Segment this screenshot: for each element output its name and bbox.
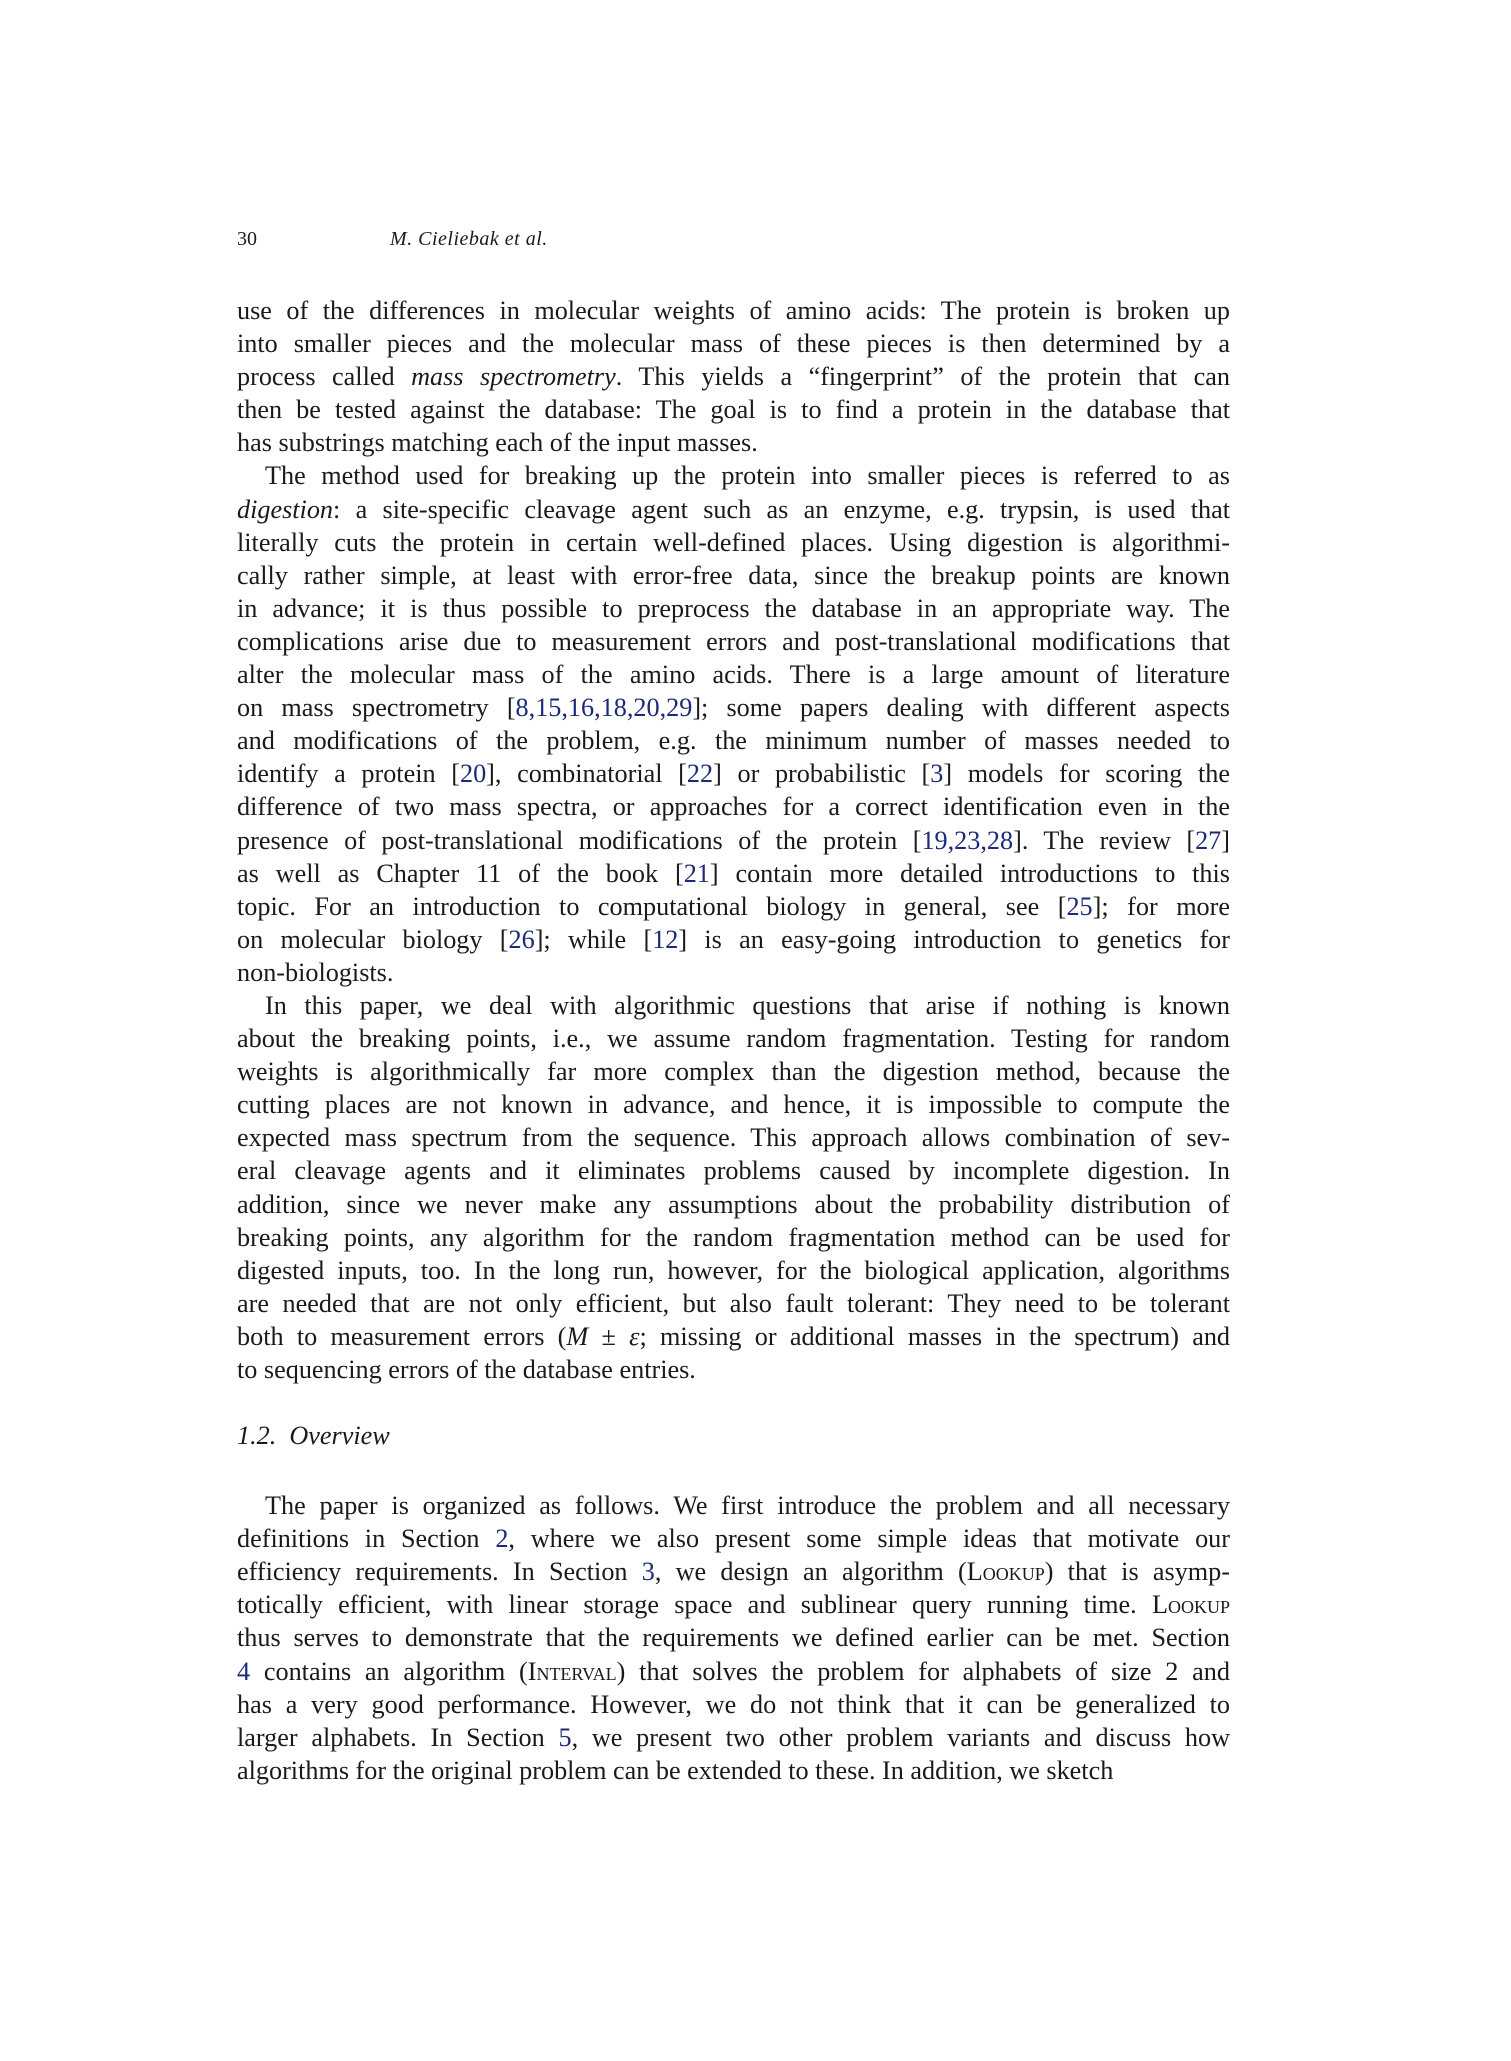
text-span: expected mass spectrum from the sequence. This approach allows combination of sev- xyxy=(237,1123,1230,1153)
text-span: ) that solves the problem for alphabets of size 2 and xyxy=(616,1656,1230,1686)
text-line xyxy=(237,1754,1230,1787)
text-span: in advance; it is thus possible to preprocess the database in an appropriate way. The xyxy=(237,593,1230,623)
text-span: larger alphabets. In Section xyxy=(237,1722,559,1752)
text-line xyxy=(237,1489,1230,1522)
text-span: identify a protein [ xyxy=(237,759,460,789)
paragraph xyxy=(237,989,1230,1386)
text-line xyxy=(237,360,1230,393)
section-heading xyxy=(237,1419,1230,1452)
text-span: , where we also present some simple ideas that motivate our xyxy=(508,1524,1230,1554)
section-number: 1.2. xyxy=(237,1421,277,1451)
text-span: are needed that are not only efficient, but also fault tolerant: They need to be tolerant xyxy=(237,1288,1230,1318)
text-span: as well as Chapter 11 of the book [ xyxy=(237,858,684,888)
algorithm-name: Lookup xyxy=(1151,1590,1230,1620)
text-line xyxy=(237,1022,1230,1055)
text-span: breaking points, any algorithm for the random fragmentation method can be used for xyxy=(237,1222,1230,1252)
text-line xyxy=(237,691,1230,724)
text-span: complications arise due to measurement errors and post-translational modifications that xyxy=(237,626,1230,656)
text-span: both to measurement errors ( xyxy=(237,1321,567,1351)
text-span: ] or probabilistic [ xyxy=(713,759,931,789)
text-line xyxy=(237,1254,1230,1287)
text-line xyxy=(237,625,1230,658)
text-line xyxy=(237,1287,1230,1320)
text-line xyxy=(237,890,1230,923)
text-span: about the breaking points, i.e., we assume random fragmentation. Testing for random xyxy=(237,1024,1230,1054)
text-line xyxy=(237,592,1230,625)
text-span: ] xyxy=(1221,825,1230,855)
text-line xyxy=(237,459,1230,492)
text-line xyxy=(237,1588,1230,1621)
text-span: literally cuts the protein in certain well-defined places. Using digestion is algorithmi- xyxy=(237,527,1230,557)
citation-link[interactable]: 8,15,16,18,20,29 xyxy=(515,693,693,723)
text-span: cutting places are not known in advance, and hence, it is impossible to compute the xyxy=(237,1090,1230,1120)
text-line xyxy=(237,493,1230,526)
text-span: : a site-specific cleavage agent such as an enzyme, e.g. trypsin, is used that xyxy=(333,494,1230,524)
text-line xyxy=(237,824,1230,857)
running-head: M. Cieliebak et al. xyxy=(390,228,548,250)
text-span: and modifications of the problem, e.g. the minimum number of masses needed to xyxy=(237,726,1230,756)
page-number: 30 xyxy=(237,228,257,250)
text-line xyxy=(237,1721,1230,1754)
citation-link[interactable]: 5 xyxy=(558,1722,572,1752)
citation-link[interactable]: 25 xyxy=(1066,891,1093,921)
text-line xyxy=(237,1055,1230,1088)
text-span: to sequencing errors of the database entries. xyxy=(237,1355,696,1384)
text-span: digested inputs, too. In the long run, however, for the biological application, algorithms xyxy=(237,1255,1230,1285)
text-line xyxy=(237,724,1230,757)
text-span: ] models for scoring the xyxy=(943,759,1230,789)
citation-link[interactable]: 26 xyxy=(508,924,535,954)
paragraphs xyxy=(237,294,1230,1386)
citation-link[interactable]: 19,23,28 xyxy=(921,825,1014,855)
text-span: , we design an algorithm ( xyxy=(654,1557,967,1587)
text-span: ], combinatorial [ xyxy=(486,759,687,789)
citation-link[interactable]: 4 xyxy=(237,1656,251,1686)
citation-link[interactable]: 3 xyxy=(641,1557,655,1587)
text-span: has substrings matching each of the input masses. xyxy=(237,428,758,458)
text-span: cally rather simple, at least with error-free data, since the breakup points are known xyxy=(237,560,1230,590)
citation-link[interactable]: 22 xyxy=(686,759,714,789)
text-span: into smaller pieces and the molecular mass of these pieces is then determined by a xyxy=(237,329,1230,359)
text-span: ) that is asymp- xyxy=(1044,1557,1230,1587)
text-span: The paper is organized as follows. We first introduce the problem and all necessary xyxy=(265,1491,1230,1521)
text-line xyxy=(237,1621,1230,1654)
text-span: process called xyxy=(237,362,412,392)
text-line xyxy=(237,559,1230,592)
citation-link[interactable]: 21 xyxy=(683,858,710,888)
text-span: non-biologists. xyxy=(237,957,394,987)
text-span: algorithms for the original problem can be extended to these. In addition, we sketch xyxy=(237,1755,1114,1785)
text-line xyxy=(237,426,1230,459)
algorithm-name: Interval xyxy=(527,1656,617,1686)
text-span: alter the molecular mass of the amino acids. There is a large amount of literature xyxy=(237,660,1230,690)
citation-link[interactable]: 2 xyxy=(495,1524,509,1554)
text-span: addition, since we never make any assumptions about the probability distribution of xyxy=(237,1189,1230,1219)
text-line xyxy=(237,989,1230,1022)
text-span: In this paper, we deal with algorithmic questions that arise if nothing is known xyxy=(265,990,1230,1020)
text-span: The method used for breaking up the protein into smaller pieces is referred to as xyxy=(265,461,1230,491)
text-span: weights is algorithmically far more complex than the digestion method, because the xyxy=(237,1057,1230,1087)
text-span: eral cleavage agents and it eliminates problems caused by incomplete digestion. In xyxy=(237,1156,1230,1186)
text-line xyxy=(237,1353,1230,1386)
text-span: ]. The review [ xyxy=(1013,825,1196,855)
text-line xyxy=(237,1188,1230,1221)
text-line xyxy=(237,790,1230,823)
spacer xyxy=(237,1452,1230,1489)
italic-term: mass spectrometry xyxy=(411,362,616,392)
text-span: then be tested against the database: The goal is to find a protein in the database that xyxy=(237,395,1230,425)
text-span: topic. For an introduction to computational biology in general, see [ xyxy=(237,891,1067,921)
text-span: efficiency requirements. In Section xyxy=(237,1557,642,1587)
paragraph xyxy=(237,459,1230,989)
italic-term: digestion xyxy=(237,494,334,524)
paragraph xyxy=(237,294,1230,459)
text-line xyxy=(237,1522,1230,1555)
section-title: Overview xyxy=(289,1421,390,1451)
text-span: presence of post-translational modifications of the protein [ xyxy=(237,825,922,855)
text-line xyxy=(237,1154,1230,1187)
text-line xyxy=(237,1121,1230,1154)
overview-paragraph xyxy=(237,1489,1230,1787)
citation-link[interactable]: 3 xyxy=(930,759,944,789)
text-line xyxy=(237,1555,1230,1588)
text-line xyxy=(237,1088,1230,1121)
text-line xyxy=(237,757,1230,790)
text-span: . This yields a “fingerprint” of the protein that can xyxy=(615,362,1230,392)
text-span: ]; while [ xyxy=(534,924,653,954)
spacer xyxy=(237,1386,1230,1419)
paragraph xyxy=(237,1489,1230,1787)
text-line xyxy=(237,393,1230,426)
italic-term: M xyxy=(566,1321,589,1351)
citation-link[interactable]: 12 xyxy=(652,924,679,954)
text-line xyxy=(237,327,1230,360)
text-line xyxy=(237,857,1230,890)
text-span: difference of two mass spectra, or approaches for a correct identification even in the xyxy=(237,792,1230,822)
text-line xyxy=(237,1688,1230,1721)
citation-link[interactable]: 27 xyxy=(1195,825,1222,855)
text-line xyxy=(237,294,1230,327)
text-line xyxy=(237,1320,1230,1353)
text-span: totically efficient, with linear storage space and sublinear query running time. xyxy=(237,1590,1152,1620)
text-span: use of the differences in molecular weights of amino acids: The protein is broken up xyxy=(237,296,1230,325)
text-line xyxy=(237,956,1230,989)
text-line xyxy=(237,658,1230,691)
text-span: ] contain more detailed introductions to this xyxy=(709,858,1230,888)
citation-link[interactable]: 20 xyxy=(459,759,487,789)
text-span: ; missing or additional masses in the spectrum) and xyxy=(639,1321,1231,1351)
text-line xyxy=(237,1655,1230,1688)
text-line xyxy=(237,1221,1230,1254)
text-span: thus serves to demonstrate that the requirements we defined earlier can be met. Section xyxy=(237,1623,1230,1653)
text-span: has a very good performance. However, we do not think that it can be generalized to xyxy=(237,1689,1230,1719)
text-span: definitions in Section xyxy=(237,1524,496,1554)
text-span: on molecular biology [ xyxy=(237,924,509,954)
page-body xyxy=(237,294,1230,1787)
text-span: ] is an easy-going introduction to genetics for xyxy=(678,924,1230,954)
text-span: ± xyxy=(588,1321,630,1351)
text-span: contains an algorithm ( xyxy=(250,1656,528,1686)
text-line xyxy=(237,526,1230,559)
text-span: ]; for more xyxy=(1092,891,1231,921)
italic-term: ε xyxy=(629,1321,640,1351)
text-span: , we present two other problem variants and discuss how xyxy=(571,1722,1231,1752)
text-span: ]; some papers dealing with different aspects xyxy=(692,693,1230,723)
algorithm-name: Lookup xyxy=(966,1557,1045,1587)
text-span: on mass spectrometry [ xyxy=(237,693,516,723)
text-line xyxy=(237,923,1230,956)
